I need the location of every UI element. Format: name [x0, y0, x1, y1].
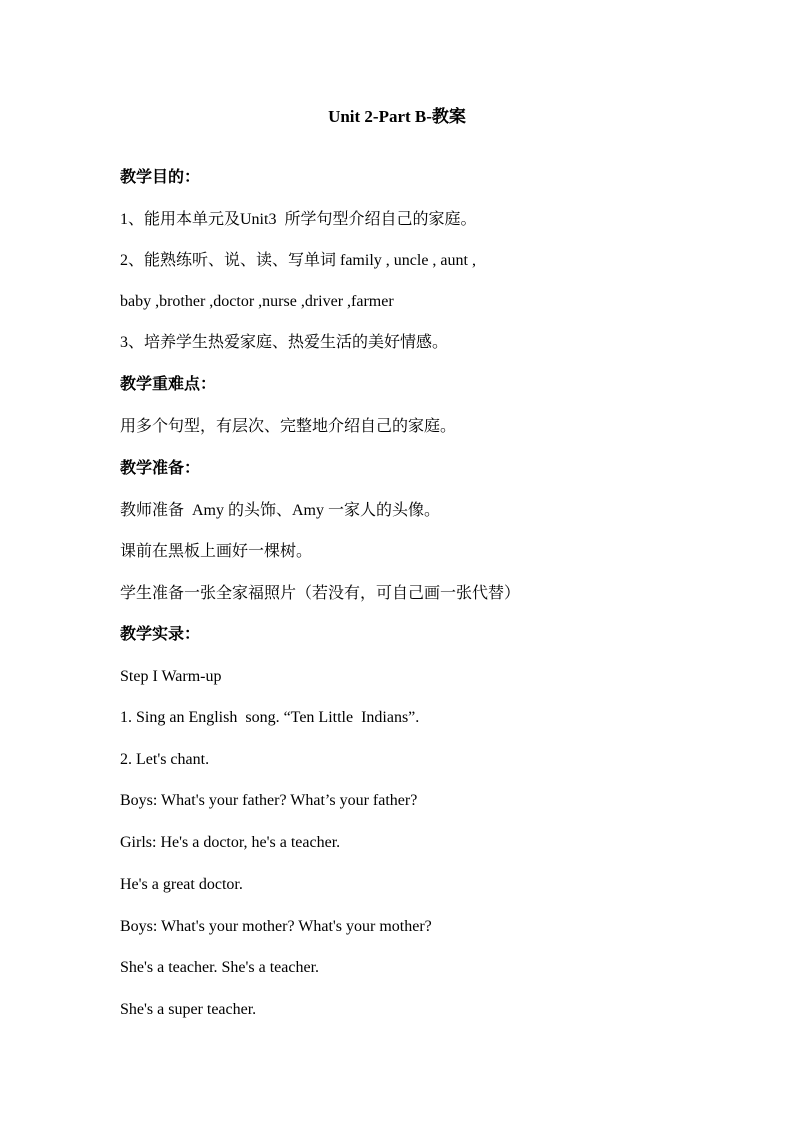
objectives-heading: 教学目的： [120, 169, 201, 186]
record-line: He's a great doctor. [120, 876, 243, 893]
preparation-heading: 教学准备： [120, 460, 201, 477]
record-line: She's a teacher. She's a teacher. [120, 959, 320, 976]
document-title: Unit 2-Part B-教案 [328, 107, 466, 126]
objective-item-1: 1、能用本单元及Unit3 所学句型介绍自己的家庭。 [120, 211, 477, 228]
preparation-item-2: 课前在黑板上画好一棵树。 [120, 543, 313, 560]
record-line: 2. Let's chant. [120, 751, 210, 768]
preparation-item-1: 教师准备 Amy 的头饰、Amy 一家人的头像。 [120, 502, 441, 519]
record-line: She's a super teacher. [120, 1001, 257, 1018]
record-line: Boys: What's your mother? What's your mother? [120, 918, 432, 935]
record-line: Step I Warm-up [120, 668, 222, 685]
objective-item-2: 2、能熟练听、说、读、写单词 family , uncle , aunt , [120, 252, 476, 269]
key-points-text: 用多个句型，有层次、完整地介绍自己的家庭。 [120, 418, 457, 435]
record-line: 1. Sing an English song. “Ten Little Indians”. [120, 709, 420, 726]
record-heading: 教学实录： [120, 626, 201, 643]
record-line: Boys: What's your father? What’s your father? [120, 792, 418, 809]
objective-item-3: 3、培养学生热爱家庭、热爱生活的美好情感。 [120, 334, 449, 351]
key-points-heading: 教学重难点： [120, 376, 217, 393]
record-line: Girls: He's a doctor, he's a teacher. [120, 834, 341, 851]
preparation-item-3: 学生准备一张全家福照片（若没有，可自己画一张代替） [120, 585, 521, 602]
objective-item-2-continued: baby ,brother ,doctor ,nurse ,driver ,farmer [120, 293, 394, 310]
